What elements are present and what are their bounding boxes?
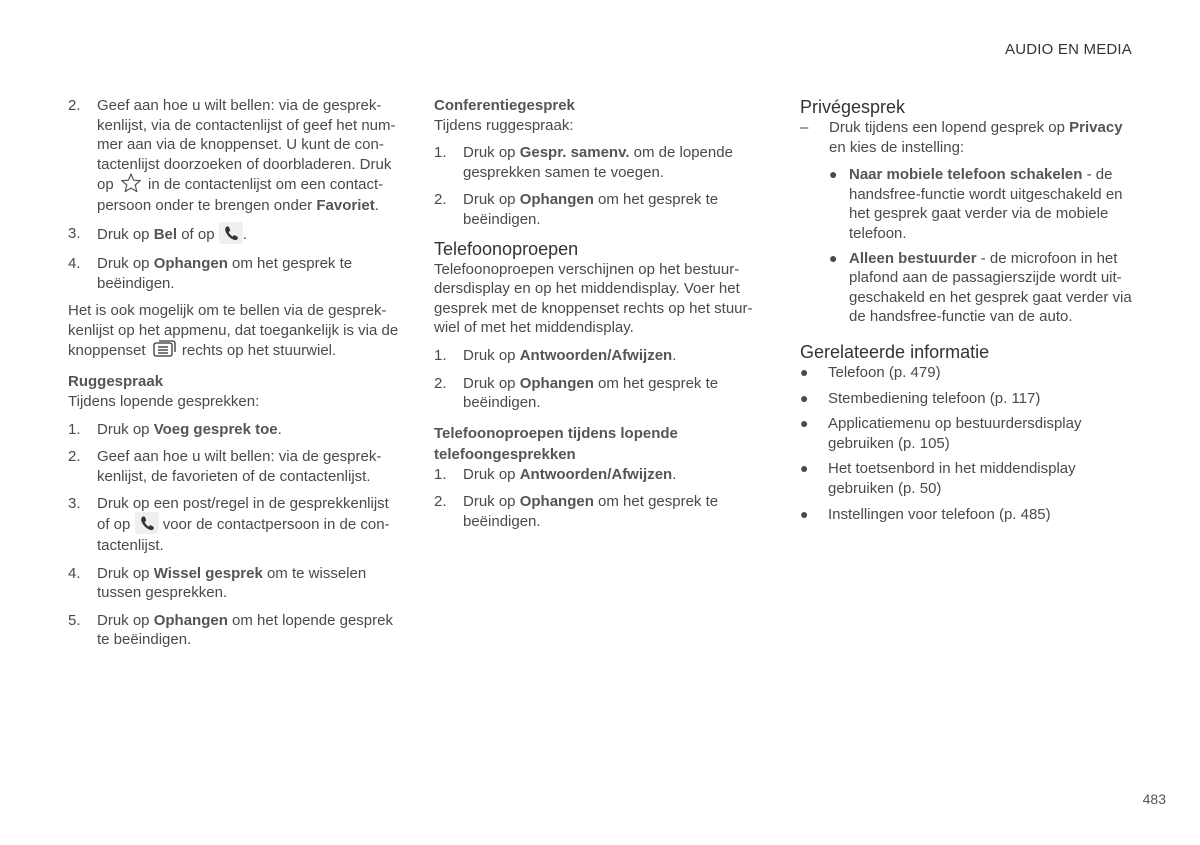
text-span: Druk op bbox=[463, 191, 516, 209]
list-number: 2. bbox=[68, 448, 81, 466]
text-span: . bbox=[277, 420, 282, 438]
text-span: om te wisselen tussen gesprekken. bbox=[97, 564, 367, 602]
bullet: ● bbox=[800, 415, 809, 432]
bold-term: Ophangen bbox=[519, 374, 594, 392]
section-header: AUDIO EN MEDIA bbox=[1005, 41, 1132, 58]
list-text bbox=[97, 254, 404, 293]
paragraph: Telefoonoproepen verschijnen op het bestuurdersdisplay en op het middendisplay. Voer het gesprek met de knoppenset rechts op het stuurwiel of met het middendisplay. bbox=[434, 260, 753, 337]
list-item bbox=[434, 190, 764, 229]
text-span: voor de contactpersoon in de contactenlijst. bbox=[97, 515, 390, 554]
heading-gerelateerde-informatie: Gerelateerde informatie bbox=[800, 341, 990, 362]
list-text bbox=[463, 190, 764, 229]
list-text bbox=[97, 420, 404, 440]
text-span: om de lopende gesprekken samen te voegen. bbox=[463, 144, 733, 181]
dash-marker: – bbox=[800, 119, 809, 136]
paragraph bbox=[68, 301, 404, 362]
related-link[interactable]: Stembediening telefoon (p. 117) bbox=[828, 389, 1041, 407]
text-span: Druk op bbox=[463, 465, 516, 483]
subheading-conferentiegesprek: Conferentiegesprek bbox=[434, 97, 575, 114]
text-span: Druk op bbox=[97, 225, 150, 243]
list-number: 4. bbox=[68, 254, 81, 272]
bullet: ● bbox=[829, 166, 838, 183]
text-span: Druk op bbox=[463, 346, 516, 364]
related-link-item[interactable] bbox=[800, 363, 1135, 383]
text-span: . bbox=[672, 346, 677, 364]
text-span: Druk op bbox=[97, 254, 150, 272]
text-span: Druk op bbox=[97, 420, 150, 438]
bold-term: Alleen bestuurder bbox=[849, 249, 977, 267]
list-text bbox=[97, 494, 404, 555]
list-number: 2. bbox=[434, 374, 447, 392]
list-text bbox=[849, 249, 1135, 327]
bold-term: Gespr. samenv. bbox=[519, 144, 630, 162]
bold-term: Ophangen bbox=[153, 254, 228, 272]
list-number: 4. bbox=[68, 564, 81, 582]
list-text bbox=[97, 224, 404, 246]
list-text: Geef aan hoe u wilt bellen: via de gesprekkenlijst, de favorieten of de contactenlijst. bbox=[97, 448, 382, 485]
list-item bbox=[68, 224, 404, 246]
bold-term: Wissel gesprek bbox=[153, 564, 263, 582]
bold-term: Favoriet bbox=[316, 197, 375, 215]
subheading-ruggespraak: Ruggespraak bbox=[68, 373, 164, 391]
list-number: 3. bbox=[68, 224, 81, 242]
option-list bbox=[829, 165, 1135, 327]
list-number: 2. bbox=[68, 97, 81, 114]
star-icon bbox=[118, 172, 144, 194]
text-span: . bbox=[242, 225, 247, 243]
list-number: 2. bbox=[434, 493, 447, 511]
text-span: . bbox=[374, 197, 379, 215]
text-span: om het lopende gesprek te beëindigen. bbox=[97, 611, 393, 649]
text-span: - de microfoon in het plafond aan de passagierszijde wordt uitgeschakeld en het gesprek gaat verder via de handsfree-functie van de auto. bbox=[849, 249, 1132, 326]
list-item bbox=[68, 611, 404, 650]
related-link[interactable]: Instellingen voor telefoon (p. 485) bbox=[828, 505, 1051, 523]
list-item bbox=[68, 564, 404, 603]
bold-term: Voeg gesprek toe bbox=[153, 420, 278, 438]
list-number: 3. bbox=[68, 495, 81, 513]
text-span: en kies de instelling: bbox=[829, 138, 965, 156]
heading-privegesprek: Privégesprek bbox=[800, 97, 906, 117]
phone-icon bbox=[135, 512, 159, 534]
text-span: Druk op bbox=[97, 611, 150, 629]
list-item bbox=[434, 346, 764, 366]
page-number: 483 bbox=[1142, 791, 1166, 807]
bold-term: Antwoorden/Afwijzen bbox=[519, 346, 673, 364]
related-link-item[interactable] bbox=[800, 414, 1135, 453]
bold-term: Ophangen bbox=[153, 611, 228, 629]
list-item bbox=[68, 420, 404, 440]
text-span: Druk op bbox=[463, 144, 516, 162]
list-item bbox=[68, 447, 404, 486]
list-text bbox=[97, 611, 404, 650]
heading-telefoonoproepen: Telefoonoproepen bbox=[434, 238, 579, 259]
text-span: Druk op een post/regel in de gesprekkenlijst of op bbox=[97, 495, 389, 533]
list-item bbox=[800, 118, 1135, 157]
list-number: 1. bbox=[68, 420, 81, 438]
list-text bbox=[849, 165, 1135, 243]
bold-term: Privacy bbox=[1069, 119, 1123, 136]
list-item bbox=[68, 254, 404, 293]
list-item bbox=[68, 96, 404, 216]
list-text bbox=[463, 346, 764, 366]
related-link-item[interactable] bbox=[800, 459, 1135, 498]
text-span: om het gesprek te beëindigen. bbox=[463, 493, 719, 530]
bullet: ● bbox=[800, 363, 809, 380]
text-span: in de contactenlijst om een contactpersoon onder te brengen onder bbox=[97, 176, 384, 215]
related-link[interactable]: Het toetsenbord in het middendisplay gebruiken (p. 50) bbox=[828, 460, 1076, 497]
text-span: Het is ook mogelijk om te bellen via de gesprekkenlijst op het appmenu, dat toegankelijk is via de knoppenset bbox=[68, 302, 399, 360]
list-item bbox=[829, 249, 1135, 327]
bold-term: Naar mobiele telefoon schakelen bbox=[849, 166, 1083, 184]
text-span: om het gesprek te beëindigen. bbox=[463, 374, 719, 412]
list-text bbox=[463, 492, 764, 531]
list-item bbox=[68, 494, 404, 555]
text-span: Druk tijdens een lopend gesprek op bbox=[829, 119, 1065, 136]
bold-term: Antwoorden/Afwijzen bbox=[519, 465, 673, 483]
bullet: ● bbox=[800, 460, 809, 477]
intro-text: Tijdens ruggespraak: bbox=[434, 116, 574, 134]
list-text bbox=[829, 118, 1135, 157]
text-span: Geef aan hoe u wilt bellen: via de gesprekkenlijst, via de contactenlijst of geef het nummer aan via de knoppenset. U kunt de contactenlijst doorzoeken of doorbladeren. Druk op bbox=[97, 97, 396, 194]
text-span: om het gesprek te beëindigen. bbox=[97, 254, 353, 292]
bold-term: Bel bbox=[153, 225, 178, 243]
text-span: - de handsfree-functie wordt uitgeschakeld en het gesprek gaat verder via de mobiele telefoon. bbox=[849, 166, 1123, 242]
related-link-item[interactable] bbox=[800, 389, 1135, 409]
text-span: of op bbox=[181, 225, 215, 243]
text-span: Druk op bbox=[97, 564, 150, 582]
bold-term: Ophangen bbox=[519, 493, 594, 511]
text-span: . bbox=[672, 465, 677, 483]
list-item bbox=[434, 465, 764, 485]
list-text bbox=[97, 96, 404, 216]
list-text bbox=[463, 143, 764, 182]
related-links bbox=[800, 363, 1135, 524]
intro-text: Tijdens lopende gesprekken: bbox=[68, 392, 260, 410]
list-number: 1. bbox=[434, 465, 447, 483]
list-text bbox=[463, 374, 764, 413]
phone-icon bbox=[219, 222, 243, 244]
list-number: 2. bbox=[434, 191, 447, 209]
list-number: 1. bbox=[434, 144, 447, 162]
bullet: ● bbox=[800, 505, 809, 522]
text-span: rechts op het stuurwiel. bbox=[181, 342, 337, 360]
related-link[interactable]: Applicatiemenu op bestuurdersdisplay gebruiken (p. 105) bbox=[828, 415, 1082, 452]
bold-term: Ophangen bbox=[519, 191, 594, 209]
related-link-item[interactable] bbox=[800, 505, 1135, 525]
subheading-tijdens-lopende: Telefoonoproepen tijdens lopende telefoongesprekken bbox=[434, 424, 678, 463]
text-span: Druk op bbox=[463, 493, 516, 511]
apps-menu-icon bbox=[150, 338, 178, 360]
column-left bbox=[68, 96, 404, 658]
list-item bbox=[434, 492, 764, 531]
related-link[interactable]: Telefoon (p. 479) bbox=[828, 363, 941, 381]
text-span: om het gesprek te beëindigen. bbox=[463, 191, 719, 228]
list-text bbox=[97, 564, 404, 603]
list-item bbox=[434, 143, 764, 182]
text-span: Druk op bbox=[463, 374, 516, 392]
list-item bbox=[434, 374, 764, 413]
list-text bbox=[463, 465, 764, 485]
bullet: ● bbox=[800, 389, 809, 406]
column-middle bbox=[434, 96, 764, 540]
list-item bbox=[829, 165, 1135, 243]
column-right bbox=[800, 96, 1135, 530]
list-number: 5. bbox=[68, 611, 81, 629]
list-number: 1. bbox=[434, 346, 447, 364]
bullet: ● bbox=[829, 249, 838, 266]
